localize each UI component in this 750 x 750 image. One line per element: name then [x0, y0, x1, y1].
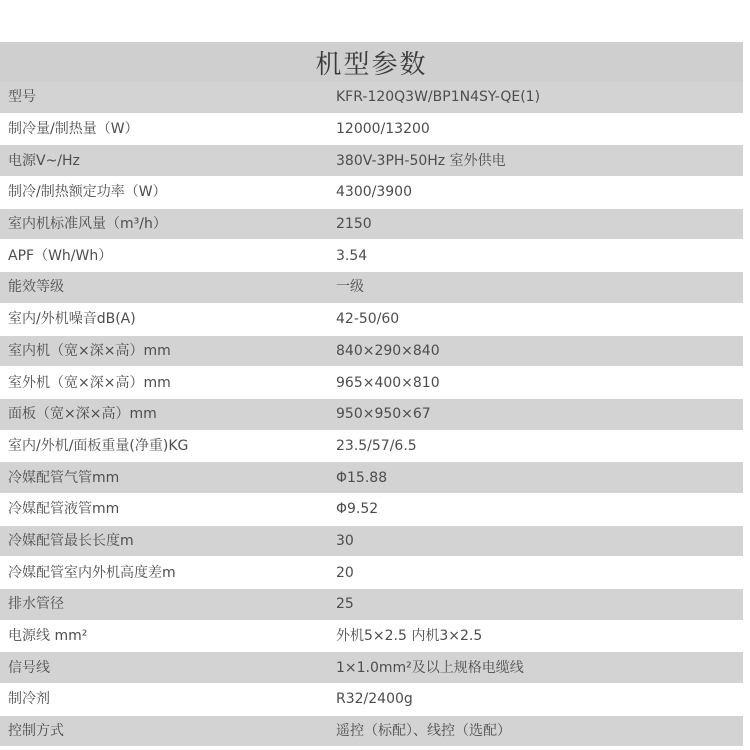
- row-label: 室内机（宽×深×高）mm: [0, 335, 324, 367]
- row-label: 冷媒配管液管mm: [0, 493, 324, 525]
- table-row: [0, 177, 743, 209]
- row-label: 信号线: [0, 652, 324, 684]
- table-row: [0, 430, 743, 462]
- row-label: 面板（宽×深×高）mm: [0, 398, 324, 430]
- table-row: [0, 113, 743, 145]
- row-value: 3.54: [324, 240, 743, 272]
- row-value: 遥控（标配）、线控（选配）: [324, 715, 743, 747]
- spec-table: [0, 82, 743, 747]
- row-value: 外机5×2.5 内机3×2.5: [324, 620, 743, 652]
- table-row: [0, 462, 743, 494]
- table-row: [0, 557, 743, 589]
- row-value: 42-50/60: [324, 303, 743, 335]
- row-value: 965×400×810: [324, 367, 743, 399]
- table-row: [0, 303, 743, 335]
- row-label: 制冷剂: [0, 684, 324, 716]
- row-value: R32/2400g: [324, 684, 743, 716]
- row-label: 排水管径: [0, 589, 324, 621]
- row-label: 室外机（宽×深×高）mm: [0, 367, 324, 399]
- table-row: [0, 589, 743, 621]
- row-value: Φ15.88: [324, 462, 743, 494]
- row-value: 950×950×67: [324, 398, 743, 430]
- table-row: [0, 367, 743, 399]
- row-label: 冷媒配管最长长度m: [0, 525, 324, 557]
- row-label: 室内/外机/面板重量(净重)KG: [0, 430, 324, 462]
- row-value: Φ9.52: [324, 493, 743, 525]
- row-label: 能效等级: [0, 272, 324, 304]
- row-label: 室内机标准风量（m³/h）: [0, 208, 324, 240]
- table-row: [0, 525, 743, 557]
- row-value: 2150: [324, 208, 743, 240]
- row-label: APF（Wh/Wh）: [0, 240, 324, 272]
- row-value: KFR-120Q3W/BP1N4SY-QE(1): [324, 82, 743, 113]
- row-value: 380V-3PH-50Hz 室外供电: [324, 145, 743, 177]
- row-value: 25: [324, 589, 743, 621]
- row-label: 电源V~/Hz: [0, 145, 324, 177]
- row-label: 冷媒配管气管mm: [0, 462, 324, 494]
- row-label: 控制方式: [0, 715, 324, 747]
- spec-title: 机型参数: [0, 42, 743, 82]
- table-row: [0, 272, 743, 304]
- table-row: [0, 145, 743, 177]
- table-row: [0, 208, 743, 240]
- table-row: [0, 82, 743, 113]
- table-row: [0, 493, 743, 525]
- row-label: 室内/外机噪音dB(A): [0, 303, 324, 335]
- row-value: 30: [324, 525, 743, 557]
- table-row: [0, 652, 743, 684]
- row-value: 一级: [324, 272, 743, 304]
- spec-sheet: [0, 42, 743, 747]
- table-row: [0, 398, 743, 430]
- table-row: [0, 715, 743, 747]
- row-value: 23.5/57/6.5: [324, 430, 743, 462]
- row-label: 冷媒配管室内外机高度差m: [0, 557, 324, 589]
- table-row: [0, 240, 743, 272]
- row-label: 制冷/制热额定功率（W）: [0, 177, 324, 209]
- table-row: [0, 620, 743, 652]
- row-value: 20: [324, 557, 743, 589]
- row-value: 840×290×840: [324, 335, 743, 367]
- table-row: [0, 684, 743, 716]
- row-label: 型号: [0, 82, 324, 113]
- row-value: 1×1.0mm²及以上规格电缆线: [324, 652, 743, 684]
- row-value: 4300/3900: [324, 177, 743, 209]
- row-label: 电源线 mm²: [0, 620, 324, 652]
- table-row: [0, 335, 743, 367]
- row-label: 制冷量/制热量（W）: [0, 113, 324, 145]
- row-value: 12000/13200: [324, 113, 743, 145]
